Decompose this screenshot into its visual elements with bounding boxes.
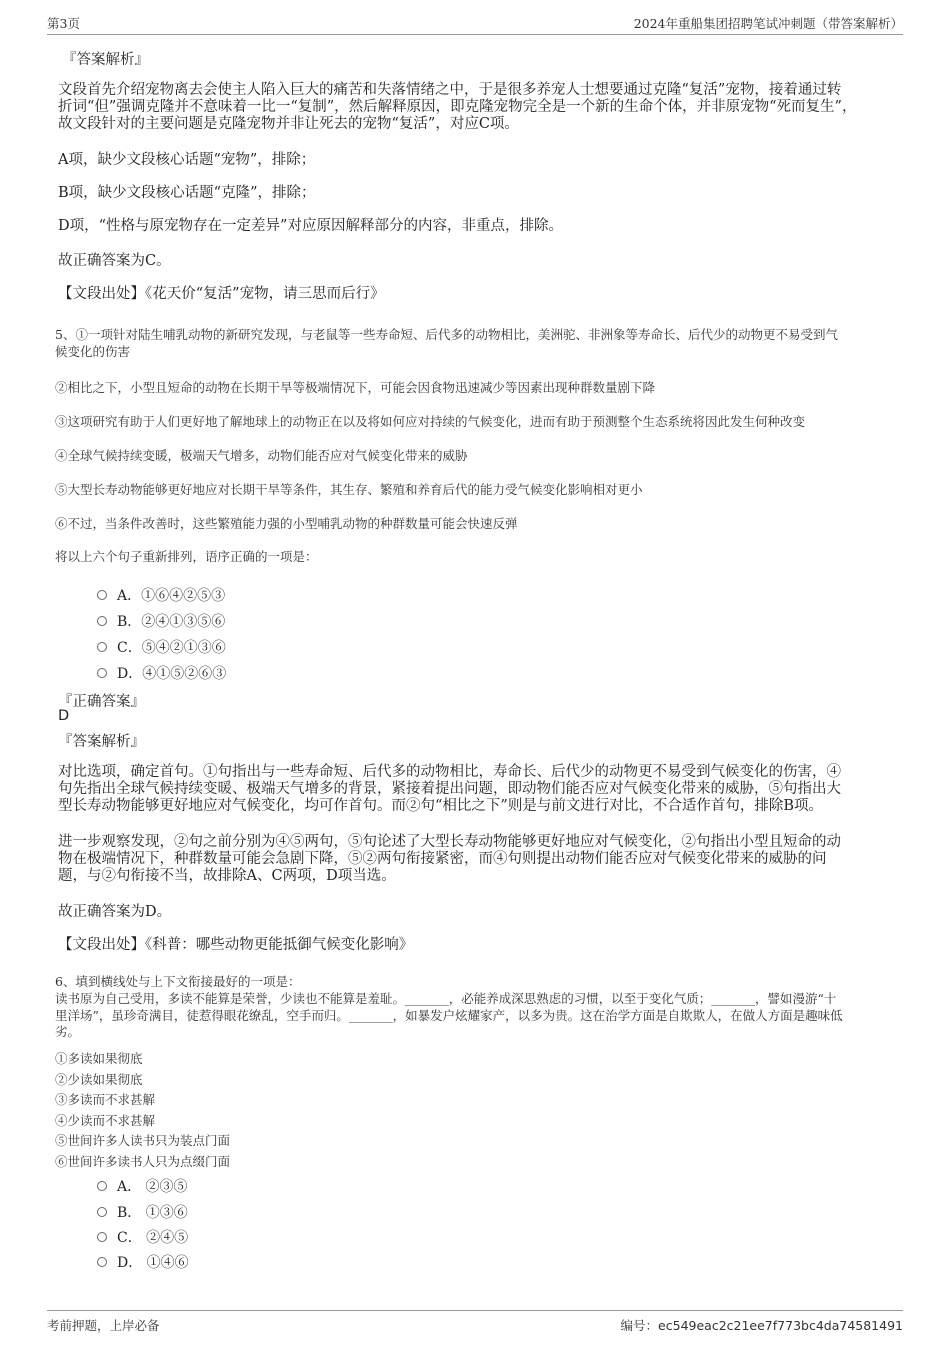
q5-option-a-label: A．①⑥④②⑤③ [117,588,226,604]
q5-source: 【文段出处】《科普：哪些动物更能抵御气候变化影响》 [58,937,414,953]
q4-conclusion: 故正确答案为C。 [58,253,171,269]
q4-analysis-option-a: A项，缺少文段核心话题“宠物”，排除； [58,152,316,168]
q5-sentence-6: ⑥不过，当条件改善时，这些繁殖能力强的小型哺乳动物的种群数量可能会快速反弹 [55,516,518,531]
page-number: 第3页 [47,16,80,31]
q6-option-a[interactable] [97,1176,188,1196]
footer-document-code: 编号：ec549eac2c21ee7f773bc4da74581491 [620,1318,903,1333]
q5-analysis-p1-line-2: 句先指出全球气候持续变暖、极端天气增多的背景，紧接着提出问题，即动物们能否应对气候变化带来的威胁，⑤句指出大 [58,781,841,797]
q6-item-6: ⑥世间许多读书人只为点缀门面 [55,1153,231,1169]
q6-passage [55,991,900,1041]
q6-passage-line-1: 读书原为自己受用，多读不能算是荣誉，少读也不能算是羞耻。_______，必能养成深思熟虑的习惯，以至于变化气质；_______，譬如漫游“十 [55,991,837,1006]
q5-sentence-1-line-2: 候变化的伤害 [55,343,131,359]
q6-option-c[interactable] [97,1227,188,1247]
radio-icon[interactable] [97,1232,107,1242]
q5-analysis-p1-line-1: 对比选项，确定首句。①句指出与一些寿命短、后代多的动物相比，寿命长、后代少的动物更不易受到气候变化的伤害，④ [58,764,841,780]
q5-option-b-label: B．②④①③⑤⑥ [117,614,226,630]
footer-slogan: 考前押题，上岸必备 [47,1318,160,1333]
q6-option-a-label: A． ②③⑤ [117,1179,188,1195]
q6-item-5: ⑤世间许多人读书只为装点门面 [55,1133,231,1148]
q5-sentence-1 [55,327,900,360]
q5-analysis-p1-line-3: 型长寿动物能够更好地应对气候变化，均可作首句。而②句“相比之下”则是与前文进行对比，不合适作首句，排除B项。 [58,798,823,814]
q5-analysis-p2-line-1: 进一步观察发现，②句之前分别为④⑤两句，⑤句论述了大型长寿动物能够更好地应对气候变化，②句指出小型且短命的动 [58,834,841,850]
radio-icon[interactable] [97,642,107,652]
q5-option-d[interactable] [97,663,226,683]
q4-source: 【文段出处】《花天价“复活”宠物，请三思而后行》 [58,286,385,302]
q5-option-a[interactable] [97,585,225,605]
q6-option-d[interactable] [97,1252,189,1272]
radio-icon[interactable] [97,1257,107,1267]
q5-analysis-paragraph-1 [58,764,888,815]
q4-analysis-option-b: B项，缺少文段核心话题“克隆”，排除； [58,185,316,201]
q5-answer-tag: 『正确答案』 [58,694,145,710]
q4-analysis-tag: 『答案解析』 [62,52,149,68]
page-header [47,14,903,35]
radio-icon[interactable] [97,616,107,626]
q5-option-c-label: C．⑤④②①③⑥ [117,640,226,656]
q5-sentence-3: ③这项研究有助于人们更好地了解地球上的动物正在以及将如何应对持续的气候变化，进而有助于预测整个生态系统将因此发生何种改变 [55,414,806,429]
q6-option-d-label: D． ①④⑥ [117,1255,189,1271]
q6-item-list [55,1051,230,1170]
q6-option-b[interactable] [97,1202,188,1222]
q5-sentence-1-line-1: 5、①一项针对陆生哺乳动物的新研究发现，与老鼠等一些寿命短、后代多的动物相比，美洲驼、非洲象等寿命长、后代少的动物更不易受到气 [55,327,838,342]
q5-analysis-paragraph-2 [58,834,888,885]
q6-option-b-label: B． ①③⑥ [117,1205,188,1221]
q5-analysis-p2-line-3: 题，与②句衔接不当，故排除A、C两项，D项当选。 [58,868,396,884]
q6-item-2: ②少读如果彻底 [55,1071,143,1087]
q4-analysis-line-2: 折词“但”强调克隆并不意味着一比一“复制”，然后解释原因，即克隆宠物完全是一个新的生命个体，并非原宠物“死而复生”， [58,99,857,115]
q5-option-c[interactable] [97,637,226,657]
q4-analysis-line-3: 故文段针对的主要问题是克隆宠物并非让死去的宠物“复活”，对应C项。 [58,116,519,132]
q5-sentence-4: ④全球气候持续变暖，极端天气增多，动物们能否应对气候变化带来的威胁 [55,448,468,463]
q5-answer: D [58,708,70,724]
q6-prompt: 6、填到横线处与上下文衔接最好的一项是： [55,974,301,989]
q4-analysis-paragraph [58,82,888,133]
q5-analysis-tag: 『答案解析』 [58,734,145,750]
q6-item-3: ③多读而不求甚解 [55,1092,156,1107]
q6-passage-line-3: 劣。 [55,1024,81,1039]
q5-sentence-2: ②相比之下，小型且短命的动物在长期干旱等极端情况下，可能会因食物迅速减少等因素出现种群数量剧下降 [55,380,656,395]
q6-item-4: ④少读而不求甚解 [55,1112,156,1128]
q4-analysis-line-1: 文段首先介绍宠物离去会使主人陷入巨大的痛苦和失落情绪之中，于是很多养宠人士想要通过克隆“复活”宠物，接着通过转 [58,82,842,98]
radio-icon[interactable] [97,1181,107,1191]
q5-conclusion: 故正确答案为D。 [58,904,172,920]
q5-analysis-p2-line-2: 物在极端情况下，种群数量可能会急剧下降，⑤②两句衔接紧密，而④句则提出动物们能否应对气候变化带来的威胁的问 [58,851,827,867]
q5-option-b[interactable] [97,611,225,631]
q6-passage-line-2: 里洋场”，虽珍奇满目，徒惹得眼花缭乱，空手而归。_______，如暴发户炫耀家产，以多为贵。这在治学方面是自欺欺人，在做人方面是趣味低 [55,1007,843,1023]
page-footer [47,1310,903,1337]
q5-option-d-label: D．④①⑤②⑥③ [117,666,227,682]
q5-prompt: 将以上六个句子重新排列，语序正确的一项是： [55,549,318,564]
radio-icon[interactable] [97,1207,107,1217]
document-title: 2024年重船集团招聘笔试冲刺题（带答案解析） [633,16,903,31]
q5-sentence-5: ⑤大型长寿动物能够更好地应对长期干旱等条件，其生存、繁殖和养育后代的能力受气候变化影响相对更小 [55,482,643,497]
q6-option-c-label: C． ②④⑤ [117,1230,189,1246]
q6-item-1: ①多读如果彻底 [55,1051,143,1066]
q4-analysis-option-d: D项，“性格与原宠物存在一定差异”对应原因解释部分的内容，非重点，排除。 [58,218,563,234]
radio-icon[interactable] [97,668,107,678]
radio-icon[interactable] [97,590,107,600]
